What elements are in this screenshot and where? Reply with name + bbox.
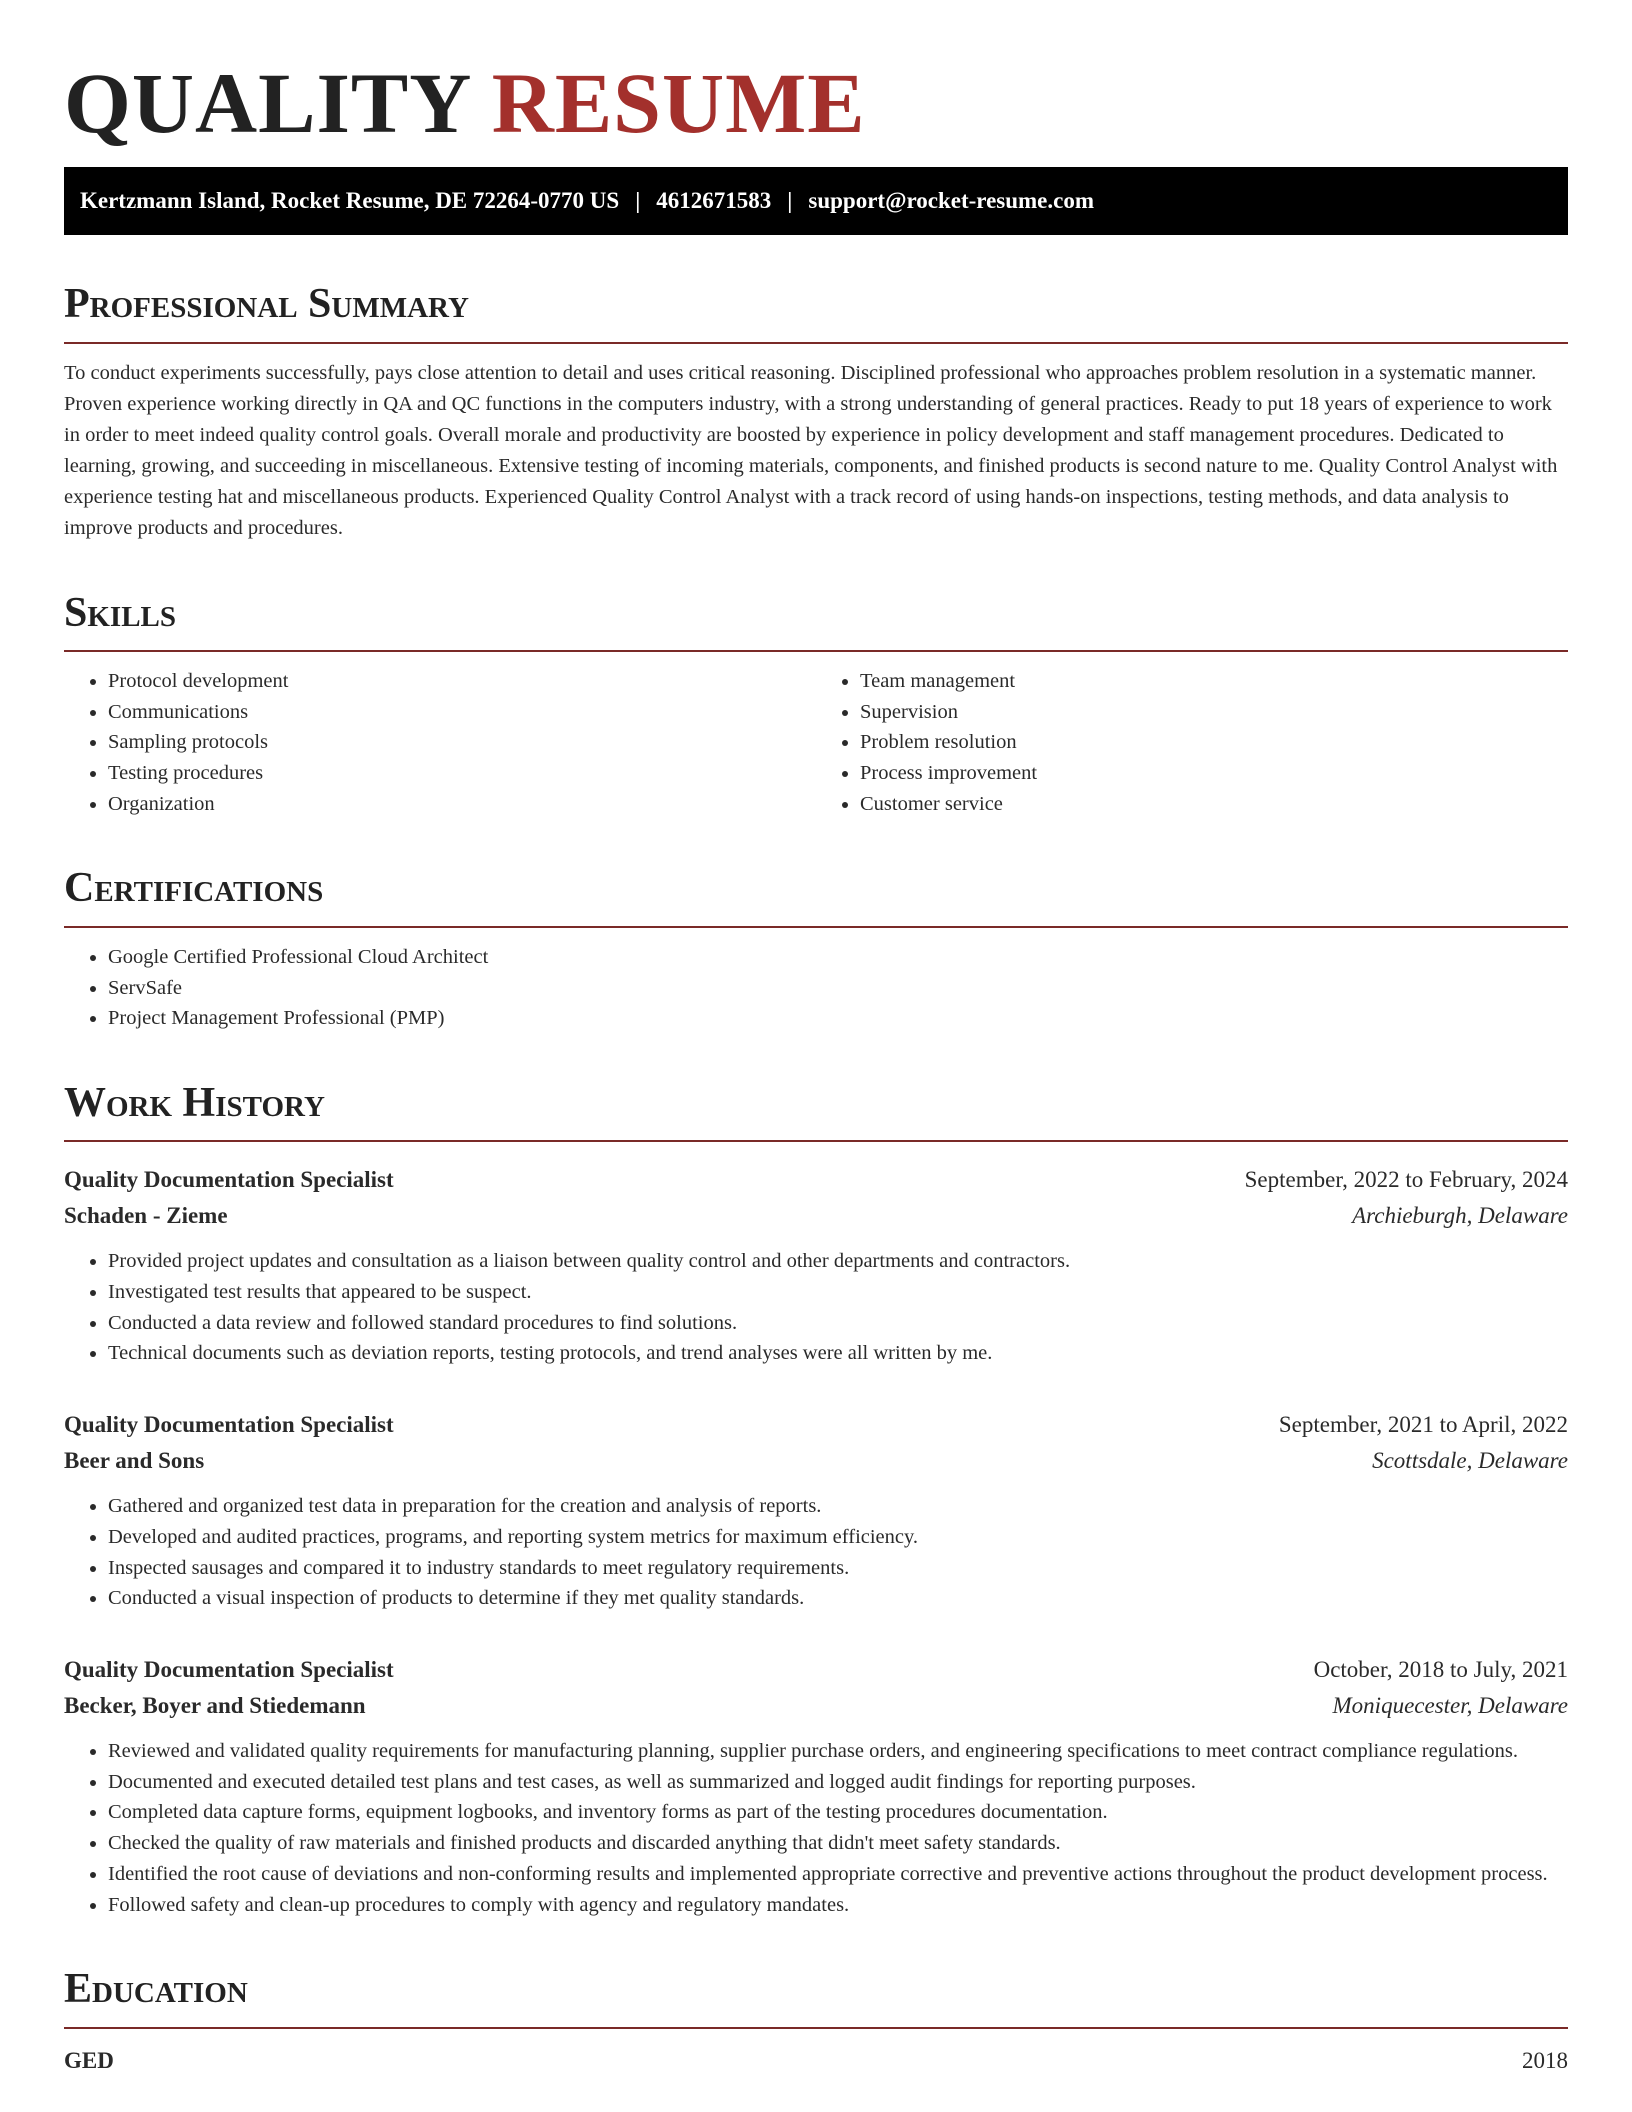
section-divider bbox=[64, 650, 1568, 652]
job-duties-list bbox=[64, 1491, 1568, 1614]
education-row bbox=[64, 2043, 1568, 2079]
skills-list-left bbox=[64, 666, 816, 820]
skill-item: • Testing procedures bbox=[108, 758, 816, 789]
job-location: Archieburgh, Delaware bbox=[1352, 1203, 1568, 1229]
job-duty: • Developed and audited practices, programs, and reporting system metrics for maximum efficiency. bbox=[108, 1522, 1568, 1553]
contact-email: support@rocket-resume.com bbox=[808, 188, 1095, 214]
job-location: Scottsdale, Delaware bbox=[1372, 1448, 1568, 1474]
skill-item: • Team management bbox=[860, 666, 1568, 697]
job-entry bbox=[64, 1407, 1568, 1614]
name-last: RESUME bbox=[491, 55, 866, 151]
certifications-heading: Certifications bbox=[64, 865, 324, 912]
contact-phone: 4612671583 bbox=[656, 188, 772, 214]
skill-item: • Process improvement bbox=[860, 758, 1568, 789]
job-company: Beer and Sons bbox=[64, 1448, 205, 1474]
job-duty: • Technical documents such as deviation reports, testing protocols, and trend analyses were all written by me. bbox=[108, 1338, 1568, 1369]
job-location: Moniquecester, Delaware bbox=[1332, 1693, 1568, 1718]
summary-section bbox=[64, 279, 1568, 543]
education-section bbox=[64, 1964, 1568, 2078]
job-title: Quality Documentation Specialist bbox=[64, 1412, 394, 1438]
contact-separator: | bbox=[635, 188, 641, 214]
work-history-section bbox=[64, 1078, 1568, 1920]
name-first: QUALITY bbox=[64, 55, 470, 151]
job-company-row bbox=[64, 1198, 1568, 1234]
job-duty: • Conducted a data review and followed standard procedures to find solutions. bbox=[108, 1308, 1568, 1339]
certifications-section bbox=[64, 863, 1568, 1034]
job-duty: • Provided project updates and consultation as a liaison between quality control and other departments and contractors. bbox=[108, 1246, 1568, 1277]
job-company: Becker, Boyer and Stiedemann bbox=[64, 1693, 366, 1718]
section-divider bbox=[64, 2027, 1568, 2029]
job-duty: • Reviewed and validated quality requirements for manufacturing planning, supplier purchase orders, and engineering specifications to meet contract compliance regulations. bbox=[108, 1736, 1568, 1767]
job-company-row bbox=[64, 1443, 1568, 1479]
skill-item: • Communications bbox=[108, 697, 816, 728]
section-divider bbox=[64, 926, 1568, 928]
skills-section bbox=[64, 588, 1568, 820]
certifications-list bbox=[64, 942, 1568, 1034]
job-header-row bbox=[64, 1652, 1568, 1688]
job-duty: • Identified the root cause of deviations and non-conforming results and implemented appropriate corrective and preventive actions throughout the product development process. bbox=[108, 1859, 1568, 1890]
skill-item: • Problem resolution bbox=[860, 727, 1568, 758]
education-year: 2018 bbox=[1522, 2047, 1568, 2073]
job-duty: • Investigated test results that appeared to be suspect. bbox=[108, 1277, 1568, 1308]
job-entry bbox=[64, 1162, 1568, 1369]
section-divider bbox=[64, 342, 1568, 344]
skills-list-right bbox=[816, 666, 1568, 820]
job-duty: • Inspected sausages and compared it to industry standards to meet regulatory requirements. bbox=[108, 1553, 1568, 1584]
certification-item: • ServSafe bbox=[108, 973, 1568, 1004]
contact-bar bbox=[64, 167, 1568, 235]
contact-separator: | bbox=[787, 188, 793, 214]
job-duty: • Followed safety and clean-up procedures to comply with agency and regulatory mandates. bbox=[108, 1890, 1568, 1921]
summary-heading: Professional Summary bbox=[64, 281, 469, 328]
section-divider bbox=[64, 1140, 1568, 1142]
education-degree: GED bbox=[64, 2047, 114, 2073]
job-duty: • Checked the quality of raw materials and finished products and discarded anything that didn't meet safety standards. bbox=[108, 1828, 1568, 1859]
job-dates: September, 2022 to February, 2024 bbox=[1244, 1167, 1568, 1193]
job-header-row bbox=[64, 1162, 1568, 1198]
job-company: Schaden - Zieme bbox=[64, 1203, 228, 1229]
job-duty: • Documented and executed detailed test plans and test cases, as well as summarized and logged audit findings for reporting purposes. bbox=[108, 1767, 1568, 1798]
skill-item: • Protocol development bbox=[108, 666, 816, 697]
job-duties-list bbox=[64, 1736, 1568, 1920]
education-heading: Education bbox=[64, 1966, 248, 2013]
resume-name bbox=[64, 0, 1568, 155]
job-duties-list bbox=[64, 1246, 1568, 1369]
skill-item: • Customer service bbox=[860, 789, 1568, 820]
skills-heading: Skills bbox=[64, 589, 177, 636]
job-header-row bbox=[64, 1407, 1568, 1443]
work-history-heading: Work History bbox=[64, 1079, 325, 1126]
skill-item: • Organization bbox=[108, 789, 816, 820]
skill-item: • Supervision bbox=[860, 697, 1568, 728]
job-title: Quality Documentation Specialist bbox=[64, 1657, 394, 1682]
certification-item: • Google Certified Professional Cloud Architect bbox=[108, 942, 1568, 973]
job-company-row bbox=[64, 1688, 1568, 1724]
job-duty: • Gathered and organized test data in preparation for the creation and analysis of reports. bbox=[108, 1491, 1568, 1522]
skill-item: • Sampling protocols bbox=[108, 727, 816, 758]
job-duty: • Conducted a visual inspection of products to determine if they met quality standards. bbox=[108, 1583, 1568, 1614]
job-duty: • Completed data capture forms, equipment logbooks, and inventory forms as part of the testing procedures documentation. bbox=[108, 1797, 1568, 1828]
certification-item: • Project Management Professional (PMP) bbox=[108, 1003, 1568, 1034]
job-entry bbox=[64, 1652, 1568, 1920]
job-dates: October, 2018 to July, 2021 bbox=[1313, 1657, 1568, 1682]
skills-grid bbox=[64, 666, 1568, 820]
contact-address: Kertzmann Island, Rocket Resume, DE 72264-0770 US bbox=[80, 188, 620, 214]
job-title: Quality Documentation Specialist bbox=[64, 1167, 394, 1193]
job-dates: September, 2021 to April, 2022 bbox=[1278, 1412, 1568, 1438]
summary-text: To conduct experiments successfully, pays close attention to detail and uses critical reasoning. Disciplined professional who approaches problem resolution in a systematic manner. Proven experience working directly in QA and QC functions in the computers industry, with a strong understanding of general practices. Ready to put 18 years of experience to work in order to meet indeed quality control goals. Overall morale and productivity are boosted by experience in policy development and staff management procedures. Dedicated to learning, growing, and succeeding in miscellaneous. Extensive testing of incoming materials, components, and finished products is second nature to me. Quality Control Analyst with experience testing hat and miscellaneous products. Experienced Quality Control Analyst with a track record of using hands-on inspections, testing methods, and data analysis to improve products and procedures. bbox=[64, 361, 1558, 539]
